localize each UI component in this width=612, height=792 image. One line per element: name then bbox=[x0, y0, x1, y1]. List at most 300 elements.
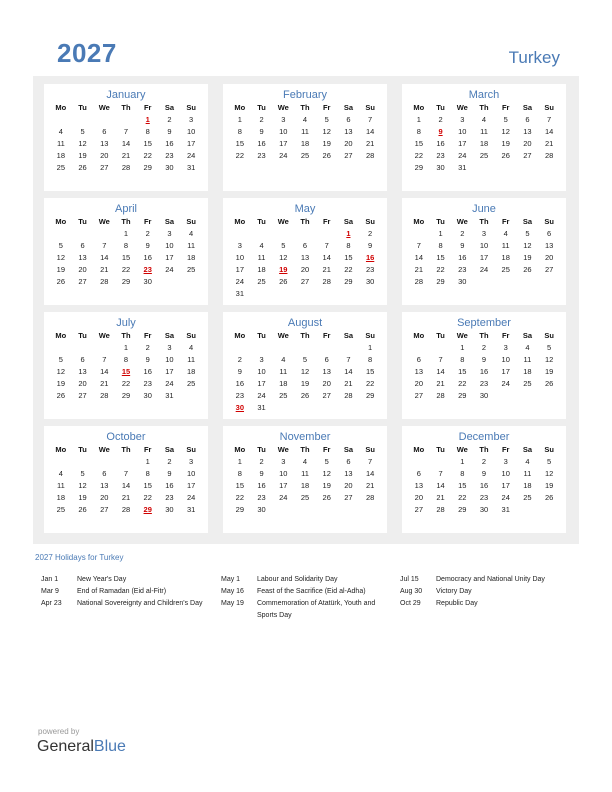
holiday-column bbox=[221, 574, 386, 622]
day-cell: 21 bbox=[121, 151, 131, 160]
week-row bbox=[408, 150, 560, 162]
day-cell: 13 bbox=[100, 481, 109, 490]
empty-cell bbox=[473, 276, 495, 288]
empty-cell bbox=[229, 228, 251, 240]
week-row bbox=[229, 264, 381, 276]
day-cell: 14 bbox=[121, 481, 131, 490]
empty-cell bbox=[294, 504, 316, 516]
day-cell: 3 bbox=[503, 457, 508, 466]
month-name: June bbox=[472, 203, 496, 215]
day-cell: 26 bbox=[544, 493, 554, 502]
day-cell: 13 bbox=[78, 367, 87, 376]
day-cell: 14 bbox=[365, 469, 375, 478]
day-cell: 7 bbox=[547, 115, 552, 124]
day-cell: 3 bbox=[481, 229, 487, 238]
week-row bbox=[229, 492, 381, 504]
day-cell: 7 bbox=[416, 241, 421, 250]
empty-cell bbox=[251, 228, 273, 240]
day-cell: 17 bbox=[479, 253, 489, 262]
day-cell: 13 bbox=[344, 127, 353, 136]
empty-cell bbox=[272, 228, 294, 240]
day-cell: 16 bbox=[143, 253, 152, 262]
day-cell: 17 bbox=[165, 253, 174, 262]
day-cell: 21 bbox=[121, 493, 131, 502]
weekday-label: Su bbox=[544, 217, 554, 226]
week-row bbox=[229, 366, 381, 378]
day-cell: 13 bbox=[100, 139, 109, 148]
weekday-label: Tu bbox=[257, 331, 266, 340]
day-cell: 10 bbox=[165, 241, 174, 250]
week-row bbox=[408, 492, 560, 504]
empty-cell bbox=[180, 390, 202, 402]
day-cell: 23 bbox=[479, 379, 489, 388]
empty-cell bbox=[495, 390, 517, 402]
weekday-header bbox=[50, 330, 202, 342]
weekday-label: Su bbox=[365, 331, 375, 340]
day-cell: 3 bbox=[281, 457, 286, 466]
day-cell: 25 bbox=[300, 151, 310, 160]
day-cell: 4 bbox=[58, 469, 63, 478]
holiday-item bbox=[221, 598, 386, 622]
weekday-label: Mo bbox=[413, 331, 425, 340]
day-cell: 4 bbox=[481, 115, 487, 124]
empty-cell bbox=[50, 114, 72, 126]
empty-cell bbox=[294, 228, 316, 240]
day-cell: 9 bbox=[368, 241, 373, 250]
day-cell: 5 bbox=[547, 343, 552, 352]
weekday-label: Th bbox=[479, 103, 489, 112]
day-cell: 8 bbox=[460, 469, 465, 478]
day-cell: 9 bbox=[145, 355, 150, 364]
day-cell: 21 bbox=[436, 493, 445, 502]
brand-blue: Blue bbox=[93, 738, 126, 755]
weekday-header bbox=[408, 330, 560, 342]
day-cell: 15 bbox=[143, 139, 152, 148]
day-cell: 17 bbox=[458, 139, 467, 148]
day-cell: 30 bbox=[165, 505, 174, 514]
day-cell: 18 bbox=[279, 379, 288, 388]
day-cell: 28 bbox=[121, 163, 131, 172]
day-cell: 29 bbox=[344, 277, 353, 286]
holidays-title: 2027 Holidays for Turkey bbox=[35, 553, 124, 562]
day-cell: 8 bbox=[145, 127, 150, 136]
day-cell: 12 bbox=[322, 127, 331, 136]
day-cell: 4 bbox=[281, 355, 286, 364]
day-cell: 4 bbox=[525, 343, 530, 352]
day-cell: 4 bbox=[302, 115, 308, 124]
holiday-name: National Sovereignty and Children's Day bbox=[77, 600, 203, 607]
week-row bbox=[408, 252, 560, 264]
day-cell: 8 bbox=[346, 241, 351, 250]
day-cell: 14 bbox=[322, 253, 331, 262]
day-cell: 8 bbox=[145, 469, 150, 478]
weekday-label: Fr bbox=[501, 103, 510, 112]
day-cell: 12 bbox=[78, 481, 87, 490]
day-cell: 21 bbox=[436, 379, 445, 388]
day-cell: 24 bbox=[257, 391, 266, 400]
day-cell: 20 bbox=[523, 139, 532, 148]
weekday-label: We bbox=[456, 217, 468, 226]
day-cell: 18 bbox=[501, 253, 510, 262]
empty-cell bbox=[50, 456, 72, 468]
month-name: March bbox=[468, 89, 500, 101]
day-cell: 19 bbox=[56, 379, 66, 388]
empty-cell bbox=[517, 390, 539, 402]
day-cell: 13 bbox=[344, 469, 353, 478]
day-cell: 15 bbox=[458, 481, 467, 490]
day-cell: 17 bbox=[165, 367, 174, 376]
weekday-header bbox=[408, 102, 560, 114]
day-cell: 7 bbox=[123, 469, 129, 478]
weekday-label: Th bbox=[300, 445, 310, 454]
day-cell: 24 bbox=[458, 151, 467, 160]
week-row bbox=[408, 228, 560, 240]
week-row bbox=[50, 456, 202, 468]
day-cell: 20 bbox=[414, 379, 424, 388]
day-cell: 22 bbox=[414, 151, 424, 160]
day-cell: 24 bbox=[279, 493, 288, 502]
weekday-label: Su bbox=[186, 445, 196, 454]
day-cell: 29 bbox=[121, 277, 131, 286]
empty-cell bbox=[251, 288, 273, 300]
day-cell: 11 bbox=[187, 241, 196, 250]
weekday-label: Sa bbox=[522, 445, 533, 454]
day-cell: 9 bbox=[259, 127, 264, 136]
holiday-day: 16 bbox=[365, 253, 375, 262]
day-cell: 12 bbox=[56, 253, 66, 262]
day-cell: 20 bbox=[344, 481, 353, 490]
day-cell: 15 bbox=[365, 367, 375, 376]
day-cell: 2 bbox=[259, 457, 264, 466]
day-cell: 10 bbox=[235, 253, 245, 262]
holiday-date: Aug 30 bbox=[400, 588, 423, 595]
day-cell: 20 bbox=[100, 493, 109, 502]
day-cell: 25 bbox=[279, 391, 288, 400]
day-cell: 4 bbox=[525, 457, 530, 466]
weekday-label: Tu bbox=[257, 445, 266, 454]
day-cell: 6 bbox=[547, 229, 552, 238]
month-name: May bbox=[294, 203, 316, 215]
day-cell: 21 bbox=[544, 139, 554, 148]
day-cell: 18 bbox=[523, 481, 532, 490]
day-cell: 14 bbox=[414, 253, 424, 262]
day-cell: 2 bbox=[438, 115, 443, 124]
day-cell: 30 bbox=[479, 505, 489, 514]
weekday-label: Su bbox=[365, 445, 375, 454]
day-cell: 21 bbox=[344, 379, 353, 388]
empty-cell bbox=[93, 114, 115, 126]
empty-cell bbox=[538, 162, 560, 174]
weekday-label: Tu bbox=[436, 445, 445, 454]
holiday-date: Jul 15 bbox=[400, 576, 419, 583]
weekday-label: We bbox=[456, 445, 468, 454]
day-cell: 12 bbox=[322, 469, 331, 478]
holiday-column bbox=[41, 574, 211, 610]
day-cell: 26 bbox=[544, 379, 554, 388]
empty-cell bbox=[72, 342, 94, 354]
day-cell: 16 bbox=[165, 139, 174, 148]
day-cell: 31 bbox=[501, 505, 510, 514]
day-cell: 12 bbox=[78, 139, 87, 148]
day-cell: 29 bbox=[121, 391, 131, 400]
day-cell: 3 bbox=[189, 457, 194, 466]
day-cell: 15 bbox=[143, 481, 152, 490]
week-row bbox=[408, 114, 560, 126]
day-cell: 2 bbox=[167, 115, 172, 124]
day-cell: 22 bbox=[143, 151, 152, 160]
month-april bbox=[44, 198, 208, 305]
empty-cell bbox=[72, 114, 94, 126]
day-cell: 17 bbox=[186, 481, 196, 490]
day-cell: 7 bbox=[102, 355, 107, 364]
day-cell: 26 bbox=[56, 391, 66, 400]
day-cell: 9 bbox=[167, 469, 172, 478]
day-cell: 5 bbox=[80, 469, 85, 478]
day-cell: 25 bbox=[300, 493, 310, 502]
day-cell: 20 bbox=[414, 493, 424, 502]
month-name: August bbox=[287, 317, 323, 329]
week-row bbox=[229, 456, 381, 468]
day-cell: 28 bbox=[544, 151, 554, 160]
day-cell: 28 bbox=[365, 493, 375, 502]
day-cell: 11 bbox=[501, 241, 510, 250]
weekday-label: Su bbox=[365, 217, 375, 226]
day-cell: 29 bbox=[365, 391, 375, 400]
empty-cell bbox=[538, 504, 560, 516]
weekday-header bbox=[408, 216, 560, 228]
day-cell: 5 bbox=[80, 127, 85, 136]
day-cell: 3 bbox=[167, 343, 172, 352]
day-cell: 18 bbox=[523, 367, 532, 376]
day-cell: 2 bbox=[481, 457, 487, 466]
week-row bbox=[229, 378, 381, 390]
empty-cell bbox=[251, 342, 273, 354]
day-cell: 16 bbox=[257, 139, 266, 148]
weekday-label: Su bbox=[186, 331, 196, 340]
day-cell: 13 bbox=[300, 253, 310, 262]
weekday-label: Tu bbox=[78, 445, 87, 454]
weekday-label: Su bbox=[544, 103, 554, 112]
day-cell: 5 bbox=[281, 241, 286, 250]
weekday-label: Tu bbox=[78, 217, 87, 226]
day-cell: 11 bbox=[480, 127, 488, 136]
holiday-date: May 1 bbox=[221, 576, 241, 583]
day-cell: 29 bbox=[436, 277, 445, 286]
day-cell: 18 bbox=[300, 481, 310, 490]
day-cell: 7 bbox=[438, 469, 443, 478]
weekday-label: Th bbox=[300, 103, 310, 112]
day-cell: 1 bbox=[416, 115, 421, 124]
week-row bbox=[50, 342, 202, 354]
empty-cell bbox=[359, 288, 381, 300]
day-cell: 10 bbox=[279, 469, 288, 478]
day-cell: 1 bbox=[145, 457, 150, 466]
weekday-label: Th bbox=[300, 217, 310, 226]
day-cell: 18 bbox=[56, 493, 66, 502]
day-cell: 2 bbox=[259, 115, 264, 124]
day-cell: 12 bbox=[544, 469, 554, 478]
weekday-label: Mo bbox=[55, 331, 67, 340]
day-cell: 5 bbox=[302, 355, 308, 364]
day-cell: 30 bbox=[479, 391, 489, 400]
day-cell: 13 bbox=[78, 253, 87, 262]
week-row bbox=[408, 366, 560, 378]
brand-general: General bbox=[37, 738, 94, 755]
day-cell: 25 bbox=[186, 265, 196, 274]
week-row bbox=[50, 366, 202, 378]
week-row bbox=[408, 162, 560, 174]
weekday-label: Sa bbox=[522, 331, 533, 340]
day-cell: 22 bbox=[121, 265, 131, 274]
day-cell: 19 bbox=[78, 151, 87, 160]
day-cell: 25 bbox=[501, 265, 510, 274]
day-cell: 27 bbox=[78, 277, 87, 286]
weekday-label: Su bbox=[365, 103, 375, 112]
day-cell: 16 bbox=[143, 367, 152, 376]
weekday-label: Fr bbox=[322, 331, 331, 340]
holiday-date: Apr 23 bbox=[41, 600, 62, 607]
day-cell: 17 bbox=[501, 481, 510, 490]
empty-cell bbox=[408, 456, 430, 468]
day-cell: 25 bbox=[56, 505, 66, 514]
week-row bbox=[50, 126, 202, 138]
day-cell: 30 bbox=[143, 391, 152, 400]
holiday-date: May 16 bbox=[221, 588, 244, 595]
day-cell: 27 bbox=[414, 505, 424, 514]
weekday-label: Fr bbox=[143, 217, 152, 226]
day-cell: 7 bbox=[438, 355, 443, 364]
weekday-header bbox=[229, 330, 381, 342]
day-cell: 8 bbox=[237, 469, 242, 478]
weekday-label: Mo bbox=[55, 103, 67, 112]
powered-by-text: powered by bbox=[38, 727, 80, 736]
day-cell: 2 bbox=[237, 355, 242, 364]
day-cell: 5 bbox=[58, 241, 63, 250]
month-name: January bbox=[106, 89, 146, 101]
day-cell: 24 bbox=[186, 493, 196, 502]
day-cell: 15 bbox=[414, 139, 424, 148]
weekday-label: Fr bbox=[501, 217, 510, 226]
day-cell: 14 bbox=[100, 253, 109, 262]
day-cell: 19 bbox=[501, 139, 510, 148]
day-cell: 14 bbox=[365, 127, 375, 136]
day-cell: 5 bbox=[525, 229, 530, 238]
month-name: September bbox=[457, 317, 511, 329]
brand-logo bbox=[37, 738, 126, 756]
day-cell: 5 bbox=[324, 115, 329, 124]
empty-cell bbox=[538, 276, 560, 288]
day-cell: 2 bbox=[481, 343, 487, 352]
day-cell: 27 bbox=[414, 391, 424, 400]
empty-cell bbox=[180, 276, 202, 288]
empty-cell bbox=[338, 342, 360, 354]
day-cell: 2 bbox=[145, 343, 150, 352]
weekday-label: Sa bbox=[343, 103, 354, 112]
day-cell: 21 bbox=[365, 481, 375, 490]
empty-cell bbox=[50, 228, 72, 240]
day-cell: 18 bbox=[257, 265, 266, 274]
day-cell: 27 bbox=[344, 151, 353, 160]
holiday-item bbox=[400, 586, 575, 598]
day-cell: 28 bbox=[121, 505, 131, 514]
day-cell: 9 bbox=[481, 355, 487, 364]
day-cell: 27 bbox=[78, 391, 87, 400]
day-cell: 10 bbox=[165, 355, 174, 364]
empty-cell bbox=[338, 504, 360, 516]
day-cell: 19 bbox=[544, 481, 554, 490]
day-cell: 17 bbox=[235, 265, 245, 274]
weekday-label: Su bbox=[544, 445, 554, 454]
day-cell: 30 bbox=[436, 163, 445, 172]
week-row bbox=[50, 504, 202, 516]
day-cell: 7 bbox=[368, 457, 373, 466]
week-row bbox=[229, 390, 381, 402]
empty-cell bbox=[408, 228, 430, 240]
weekday-label: We bbox=[98, 445, 110, 454]
holiday-item bbox=[221, 574, 386, 586]
day-cell: 16 bbox=[257, 481, 266, 490]
month-march bbox=[402, 84, 566, 191]
day-cell: 6 bbox=[525, 115, 530, 124]
day-cell: 20 bbox=[344, 139, 353, 148]
holiday-item bbox=[400, 574, 575, 586]
weekday-label: Mo bbox=[413, 445, 425, 454]
day-cell: 11 bbox=[301, 127, 309, 136]
holiday-name: Feast of the Sacrifice (Eid al-Adha) bbox=[257, 588, 366, 595]
day-cell: 9 bbox=[145, 241, 150, 250]
day-cell: 16 bbox=[165, 481, 174, 490]
day-cell: 27 bbox=[300, 277, 310, 286]
day-cell: 14 bbox=[544, 127, 554, 136]
month-december bbox=[402, 426, 566, 533]
weekday-label: Tu bbox=[78, 331, 87, 340]
day-cell: 10 bbox=[458, 127, 467, 136]
day-cell: 10 bbox=[279, 127, 288, 136]
day-cell: 12 bbox=[523, 241, 532, 250]
empty-cell bbox=[517, 162, 539, 174]
day-cell: 1 bbox=[460, 343, 465, 352]
day-cell: 10 bbox=[479, 241, 489, 250]
weekday-label: Mo bbox=[55, 217, 67, 226]
day-cell: 13 bbox=[523, 127, 532, 136]
weekday-label: Sa bbox=[343, 445, 354, 454]
day-cell: 28 bbox=[322, 277, 331, 286]
day-cell: 27 bbox=[523, 151, 532, 160]
week-row bbox=[229, 252, 381, 264]
empty-cell bbox=[93, 456, 115, 468]
weekday-label: We bbox=[277, 217, 289, 226]
day-cell: 6 bbox=[80, 355, 85, 364]
weekday-label: Th bbox=[479, 217, 489, 226]
empty-cell bbox=[430, 456, 452, 468]
day-cell: 26 bbox=[78, 163, 87, 172]
holiday-name: Commemoration of Atatürk, Youth and Sports Day bbox=[257, 600, 376, 619]
week-row bbox=[50, 150, 202, 162]
empty-cell bbox=[272, 288, 294, 300]
empty-cell bbox=[72, 228, 94, 240]
day-cell: 17 bbox=[279, 481, 288, 490]
day-cell: 14 bbox=[436, 481, 445, 490]
day-cell: 25 bbox=[257, 277, 266, 286]
weekday-label: We bbox=[98, 331, 110, 340]
day-cell: 27 bbox=[344, 493, 353, 502]
day-cell: 6 bbox=[80, 241, 85, 250]
holiday-date: Mar 9 bbox=[41, 588, 59, 595]
day-cell: 26 bbox=[279, 277, 288, 286]
day-cell: 20 bbox=[78, 265, 87, 274]
month-july bbox=[44, 312, 208, 419]
day-cell: 26 bbox=[501, 151, 510, 160]
